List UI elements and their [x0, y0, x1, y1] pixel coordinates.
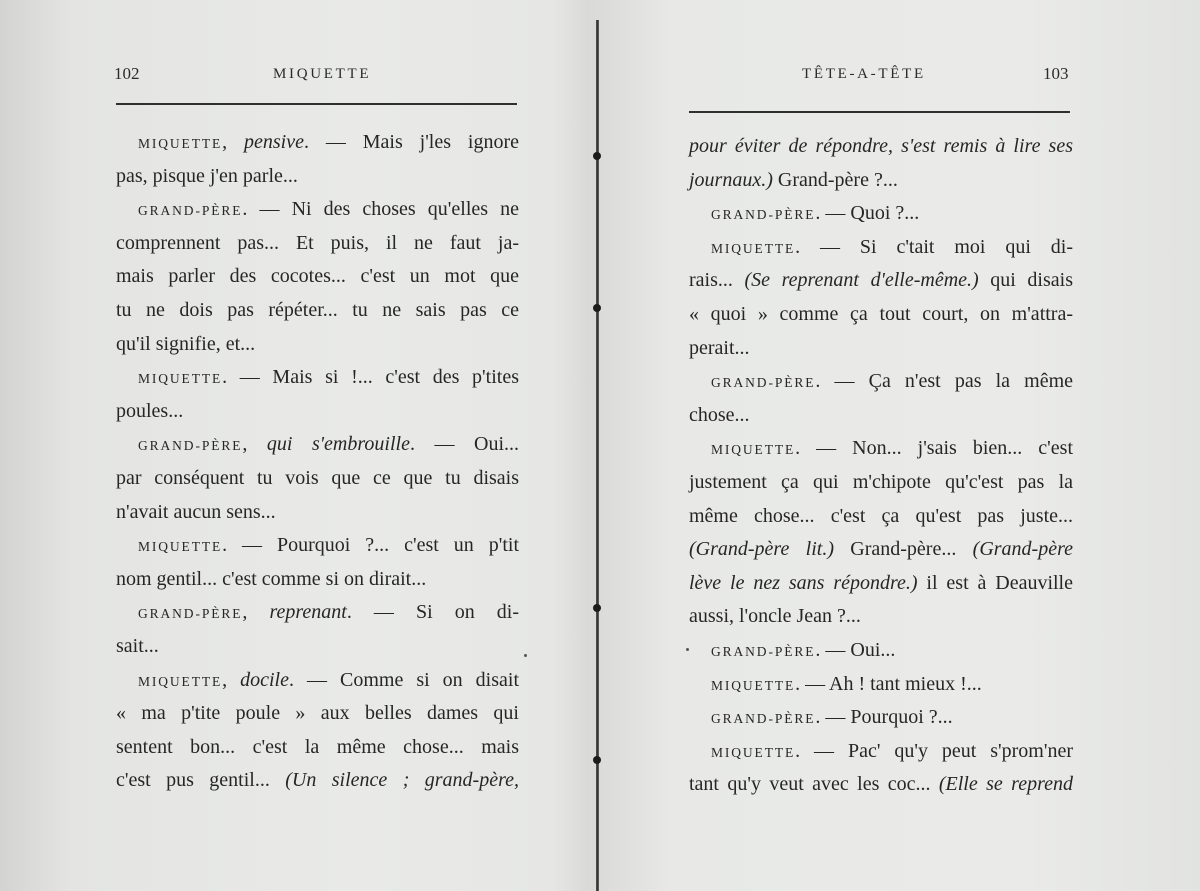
text-line: pour éviter de répondre, s'est remis à lire ses	[689, 135, 1073, 157]
text-line: GRAND-PÈRE. — Ça n'est pas la même	[711, 370, 1073, 393]
text-line: perait...	[689, 336, 750, 359]
text-line: nom gentil... c'est comme si on dirait...	[116, 567, 427, 590]
text-line: « ma p'tite poule » aux belles dames qui	[116, 702, 519, 725]
text-line: justement ça qui m'chipote qu'c'est pas la	[689, 470, 1073, 493]
text-line: MIQUETTE. — Mais si !... c'est des p'tites	[138, 366, 519, 389]
text-line: GRAND-PÈRE. — Pourquoi ?...	[711, 706, 953, 729]
text-line: comprennent pas... Et puis, il ne faut ja-	[116, 231, 519, 254]
text-line: MIQUETTE. — Ah ! tant mieux !...	[711, 672, 982, 695]
text-line: (Grand-père lit.) Grand-père... (Grand-père	[689, 538, 1073, 561]
right-page	[601, 0, 1200, 891]
text-line: chose...	[689, 403, 750, 426]
text-line: pas, pisque j'en parle...	[116, 164, 298, 187]
header-rule	[689, 111, 1070, 113]
running-head: MIQUETTE	[273, 66, 372, 82]
text-line: GRAND-PÈRE. — Ni des choses qu'elles ne	[138, 198, 519, 221]
text-line: n'avait aucun sens...	[116, 500, 276, 523]
left-body-text	[116, 126, 519, 798]
text-line: MIQUETTE. — Pourquoi ?... c'est un p'tit	[138, 534, 519, 557]
text-line: sait...	[116, 634, 159, 657]
text-line: même chose... c'est ça qu'est pas juste...	[689, 504, 1073, 527]
text-line: qu'il signifie, et...	[116, 332, 256, 355]
text-line: MIQUETTE, pensive. — Mais j'les ignore	[138, 131, 519, 153]
right-body-text	[689, 130, 1073, 802]
text-line: journaux.) Grand-père ?...	[689, 168, 898, 191]
text-line: GRAND-PÈRE, qui s'embrouille. — Oui...	[138, 433, 519, 456]
text-line: mais parler des cocotes... c'est un mot que	[116, 265, 519, 288]
text-line: GRAND-PÈRE. — Quoi ?...	[711, 202, 920, 225]
text-line: sentent bon... c'est la même chose... mais	[116, 735, 519, 758]
text-line: GRAND-PÈRE, reprenant. — Si on di-	[138, 601, 519, 624]
left-page	[0, 0, 596, 891]
text-line: rais... (Se reprenant d'elle-même.) qui disais	[689, 269, 1073, 292]
text-line: « quoi » comme ça tout court, on m'attra-	[689, 302, 1073, 325]
text-line: par conséquent tu vois que ce que tu disais	[116, 466, 519, 489]
text-line: c'est pus gentil... (Un silence ; grand-père,	[116, 769, 519, 792]
text-line: MIQUETTE, docile. — Comme si on disait	[138, 668, 520, 691]
text-line: MIQUETTE. — Non... j'sais bien... c'est	[711, 437, 1073, 460]
text-line: tu ne dois pas répéter... tu ne sais pas ce	[116, 298, 519, 321]
text-line: aussi, l'oncle Jean ?...	[689, 605, 861, 628]
page-number: 103	[1043, 64, 1069, 83]
text-line: MIQUETTE. — Si c'tait moi qui di-	[711, 235, 1073, 258]
running-head: TÊTE-A-TÊTE	[802, 66, 926, 82]
page-number: 102	[114, 64, 140, 83]
text-line: lève le nez sans répondre.) il est à Deauville	[689, 571, 1073, 594]
text-line: poules...	[116, 399, 184, 422]
text-line: MIQUETTE. — Pac' qu'y peut s'prom'ner	[711, 739, 1073, 762]
header-rule	[116, 103, 517, 105]
text-line: GRAND-PÈRE. — Oui...	[711, 638, 896, 661]
text-line: tant qu'y veut avec les coc... (Elle se reprend	[689, 773, 1073, 796]
